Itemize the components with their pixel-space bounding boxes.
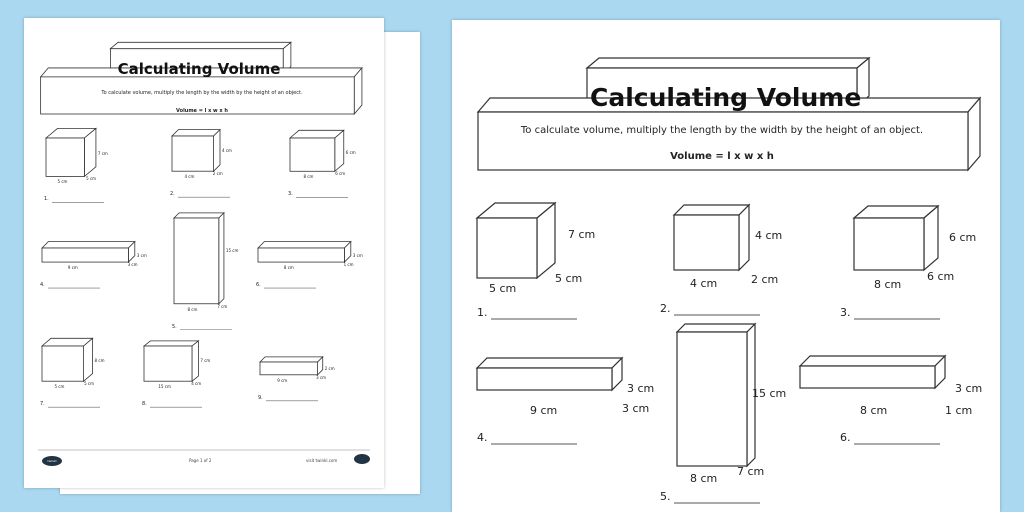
cuboid-front-face	[260, 362, 318, 375]
thumbnail-question-number: 5.	[172, 323, 177, 330]
thumbnail-width-label: 4 cm	[191, 381, 202, 387]
thumbnail-drawing	[24, 18, 384, 488]
thumbnail-width-label: 3 cm	[316, 374, 327, 380]
thumbnail-instruction: To calculate volume, multiply the length by the width by the height of an object.	[101, 90, 303, 96]
width-label: 7 cm	[737, 465, 765, 478]
cuboid-front-face	[258, 248, 344, 262]
cuboid-front-face	[174, 218, 219, 304]
cuboid-side-face	[739, 205, 749, 270]
question-number: 2.	[660, 302, 671, 315]
thumbnail-logo	[42, 456, 62, 466]
thumbnail-width-label: 5 cm	[86, 176, 97, 182]
width-label: 6 cm	[927, 270, 955, 283]
thumbnail-question-number: 1.	[44, 196, 49, 203]
height-label: 6 cm	[949, 231, 977, 244]
cuboid-front-face	[674, 215, 739, 270]
thumbnail-width-label: 5 cm	[84, 381, 94, 387]
height-label: 4 cm	[755, 229, 783, 242]
thumbnail-question-number: 9.	[258, 394, 263, 401]
cuboid-top-face	[674, 205, 749, 215]
cuboid-side-face	[84, 338, 93, 381]
cuboid-front-face	[477, 368, 612, 390]
cuboid-front-face	[42, 248, 128, 262]
thumbnail-length-label: 9 cm	[67, 265, 78, 271]
length-label: 9 cm	[530, 404, 558, 417]
thumbnail-question-number: 4.	[40, 282, 45, 289]
thumbnail-width-label: 6 cm	[335, 171, 346, 177]
thumbnail-height-label: 8 cm	[94, 358, 105, 364]
thumbnail-length-label: 8 cm	[303, 174, 314, 180]
cuboid-side-face	[219, 213, 224, 304]
length-label: 8 cm	[690, 472, 718, 485]
thumbnail-height-label: 6 cm	[345, 149, 356, 155]
cuboid-front-face	[42, 346, 84, 381]
length-label: 4 cm	[690, 277, 718, 290]
cuboid-front-face	[677, 332, 747, 466]
thumbnail-height-label: 4 cm	[222, 148, 232, 154]
height-label: 15 cm	[752, 387, 787, 400]
cuboid-side-face	[192, 341, 198, 381]
question-number: 3.	[840, 306, 851, 319]
cuboid-front-face	[46, 138, 84, 176]
cuboid-front-face	[290, 138, 335, 171]
height-label: 3 cm	[627, 382, 655, 395]
thumbnail-height-label: 15 cm	[225, 248, 239, 254]
thumbnail-width-label: 2 cm	[212, 171, 223, 177]
thumbnail-question-number: 2.	[170, 191, 175, 198]
cuboid-top-face	[260, 357, 323, 362]
thumbnail-length-label: 15 cm	[158, 384, 171, 390]
cuboid-top-face	[144, 341, 198, 346]
thumbnail-logo-right: ·	[354, 454, 370, 464]
width-label: 5 cm	[555, 272, 583, 285]
cuboid-side-face	[214, 130, 220, 172]
thumbnail-height-label: 7 cm	[200, 358, 211, 364]
worksheet-zoom-page	[452, 20, 1000, 512]
cuboid-top-face	[587, 58, 869, 68]
thumbnail-length-label: 8 cm	[187, 306, 198, 312]
cuboid-front-face	[144, 346, 192, 381]
thumbnail-height-label: 3 cm	[136, 252, 147, 258]
thumbnail-width-label: 3 cm	[127, 262, 138, 268]
thumbnail-height-label: 3 cm	[352, 252, 363, 258]
height-label: 3 cm	[955, 382, 983, 395]
thumbnail-length-label: 4 cm	[184, 174, 195, 180]
length-label: 8 cm	[874, 278, 902, 291]
cuboid-front-face	[172, 136, 214, 171]
thumbnail-width-label: 1 cm	[343, 262, 354, 268]
thumbnail-question-number: 7.	[40, 401, 45, 408]
thumbnail-question-number: 8.	[142, 401, 147, 408]
cuboid-side-face	[335, 130, 344, 171]
question-number: 6.	[840, 431, 851, 444]
height-label: 7 cm	[568, 228, 596, 241]
width-label: 3 cm	[622, 402, 650, 415]
thumbnail-length-label: 9 cm	[277, 377, 288, 383]
thumbnail-title: Calculating Volume	[117, 60, 281, 78]
cuboid-front-face	[800, 366, 935, 388]
cuboid-top-face	[477, 358, 622, 368]
thumbnail-length-label: 5 cm	[54, 384, 65, 390]
cuboid-top-face	[677, 324, 755, 332]
thumbnail-question-number: 3.	[288, 191, 293, 198]
cuboid-top-face	[800, 356, 945, 366]
cuboid-front-face	[477, 218, 537, 278]
cuboid-top-face	[42, 242, 135, 248]
question-number: 5.	[660, 490, 671, 503]
length-label: 5 cm	[489, 282, 517, 295]
question-number: 4.	[477, 431, 488, 444]
width-label: 1 cm	[945, 404, 973, 417]
worksheet-thumbnail-page	[24, 18, 384, 488]
worksheet-title: Calculating Volume	[590, 83, 862, 112]
thumbnail-logo-text: twinkl	[47, 459, 57, 463]
length-label: 8 cm	[860, 404, 888, 417]
cuboid-top-face	[258, 242, 351, 248]
question-number: 1.	[477, 306, 488, 319]
thumbnail-height-label: 2 cm	[324, 366, 335, 372]
cuboid-top-face	[174, 213, 224, 218]
cuboid-front-face	[854, 218, 924, 270]
thumbnail-footer-page: Page 1 of 2	[189, 458, 212, 463]
cuboid-top-face	[110, 42, 290, 48]
thumbnail-height-label: 7 cm	[97, 151, 108, 157]
thumbnail-width-label: 7 cm	[217, 303, 228, 309]
cuboid-top-face	[172, 130, 220, 136]
thumbnail-length-label: 5 cm	[57, 179, 68, 185]
width-label: 2 cm	[751, 273, 779, 286]
worksheet-instruction: To calculate volume, multiply the length by the width by the height of an object.	[520, 125, 924, 136]
worksheet-formula: Volume = l x w x h	[670, 151, 774, 162]
thumbnail-length-label: 8 cm	[283, 265, 294, 271]
thumbnail-formula: Volume = l x w x h	[176, 108, 228, 114]
cuboid-side-face	[924, 206, 938, 270]
thumbnail-footer-site: visit twinkl.com	[306, 458, 338, 463]
thumbnail-question-number: 6.	[256, 282, 261, 289]
